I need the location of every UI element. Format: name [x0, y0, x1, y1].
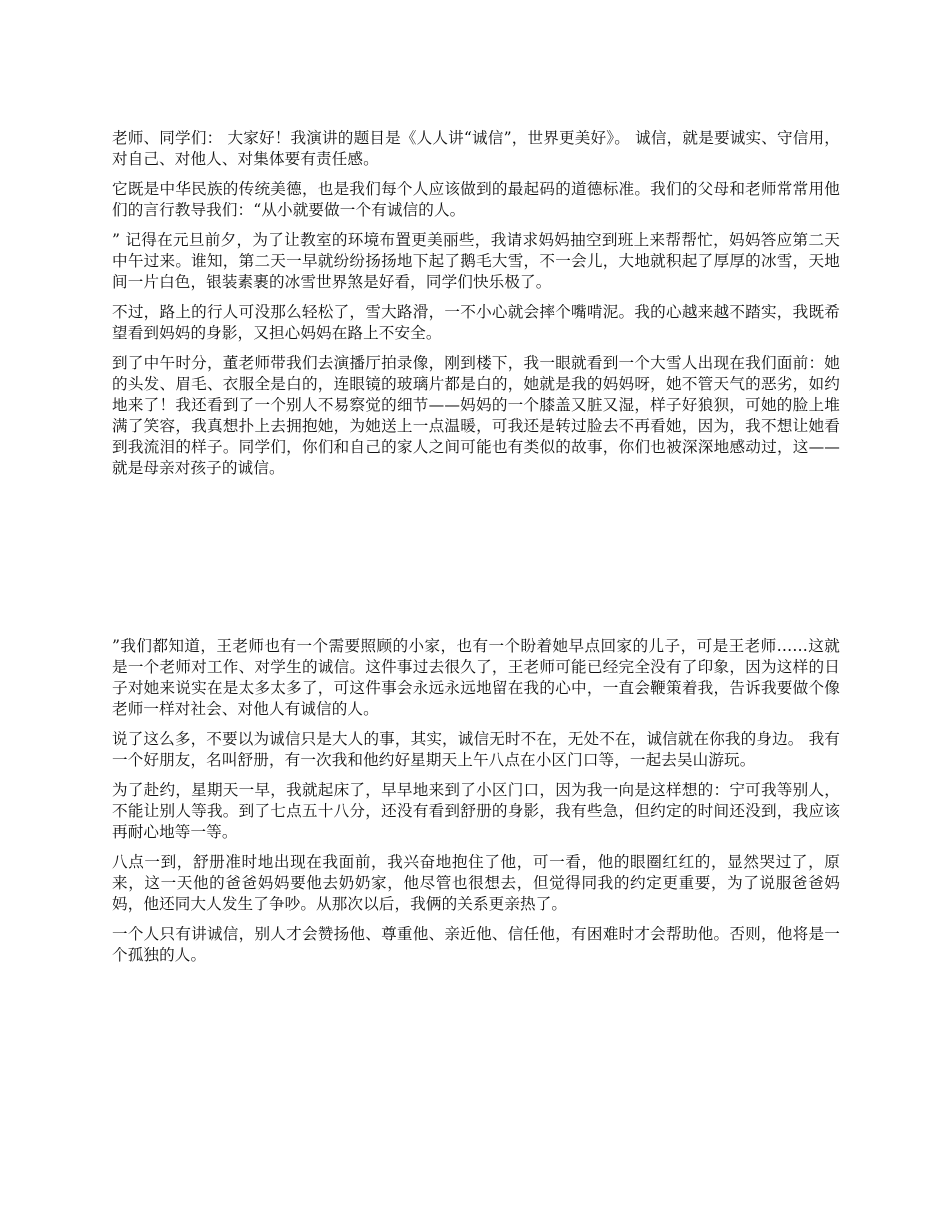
paragraph: 它既是中华民族的传统美德，也是我们每个人应该做到的最起码的道德标准。我们的父母和老师常常用他们的言行教导我们：“从小就要做一个有诚信的人。	[112, 180, 840, 219]
paragraph: ”我们都知道，王老师也有一个需要照顾的小家，也有一个盼着她早点回家的儿子，可是王老师……这就是一个老师对工作、对学生的诚信。这件事过去很久了，王老师可能已经完全没有了印象，因为这样的日子对她来说实在是太多太多了，可这件事会永远永远地留在我的心中，一直会鞭策着我，告诉我要做个像老师一样对社会、对他人有诚信的人。	[112, 637, 840, 718]
paragraph: 说了这么多，不要以为诚信只是大人的事，其实，诚信无时不在，无处不在，诚信就在你我的身边。 我有一个好朋友，名叫舒册，有一次我和他约好星期天上午八点在小区门口等，一起去吴山游玩。	[112, 730, 840, 769]
paragraph: 一个人只有讲诚信，别人才会赞扬他、尊重他、亲近他、信任他，有困难时才会帮助他。否则，他将是一个孤独的人。	[112, 925, 840, 964]
paragraph: 八点一到，舒册准时地出现在我面前，我兴奋地抱住了他，可一看，他的眼圈红红的，显然哭过了，原来，这一天他的爸爸妈妈要他去奶奶家，他尽管也很想去，但觉得同我的约定更重要，为了说服爸爸妈妈，他还同大人发生了争吵。从那次以后，我俩的关系更亲热了。	[112, 853, 840, 913]
paragraph: 到了中午时分，董老师带我们去演播厅拍录像，刚到楼下，我一眼就看到一个大雪人出现在我们面前：她的头发、眉毛、衣服全是白的，连眼镜的玻璃片都是白的，她就是我的妈妈呀，她不管天气的恶劣，如约地来了！我还看到了一个别人不易察觉的细节——妈妈的一个膝盖又脏又湿，样子好狼狈，可她的脸上堆满了笑容，我真想扑上去拥抱她，为她送上一点温暖，可我还是转过脸去不再看她，因为，我不想让她看到我流泪的样子。同学们，你们和自己的家人之间可能也有类似的故事，你们也被深深地感动过，这——就是母亲对孩子的诚信。	[112, 354, 840, 477]
paragraph: 为了赴约，星期天一早，我就起床了，早早地来到了小区门口，因为我一向是这样想的：宁可我等别人，不能让别人等我。到了七点五十八分，还没有看到舒册的身影，我有些急，但约定的时间还没到，我应该再耐心地等一等。	[112, 781, 840, 841]
paragraph: ” 记得在元旦前夕，为了让教室的环境布置更美丽些，我请求妈妈抽空到班上来帮帮忙，妈妈答应第二天中午过来。谁知，第二天一早就纷纷扬扬地下起了鹅毛大雪，不一会儿，大地就积起了厚厚的冰雪，天地间一片白色，银装素裹的冰雪世界煞是好看，同学们快乐极了。	[112, 231, 840, 291]
paragraph: 不过，路上的行人可没那么轻松了，雪大路滑，一不小心就会摔个嘴啃泥。我的心越来越不踏实，我既希望看到妈妈的身影，又担心妈妈在路上不安全。	[112, 303, 840, 342]
text-block-bottom	[112, 636, 840, 975]
text-block-top	[112, 128, 840, 488]
paragraph: 老师、同学们： 大家好！我演讲的题目是《人人讲“诚信”，世界更美好》。 诚信，就是要诚实、守信用，对自己、对他人、对集体要有责任感。	[112, 129, 840, 168]
